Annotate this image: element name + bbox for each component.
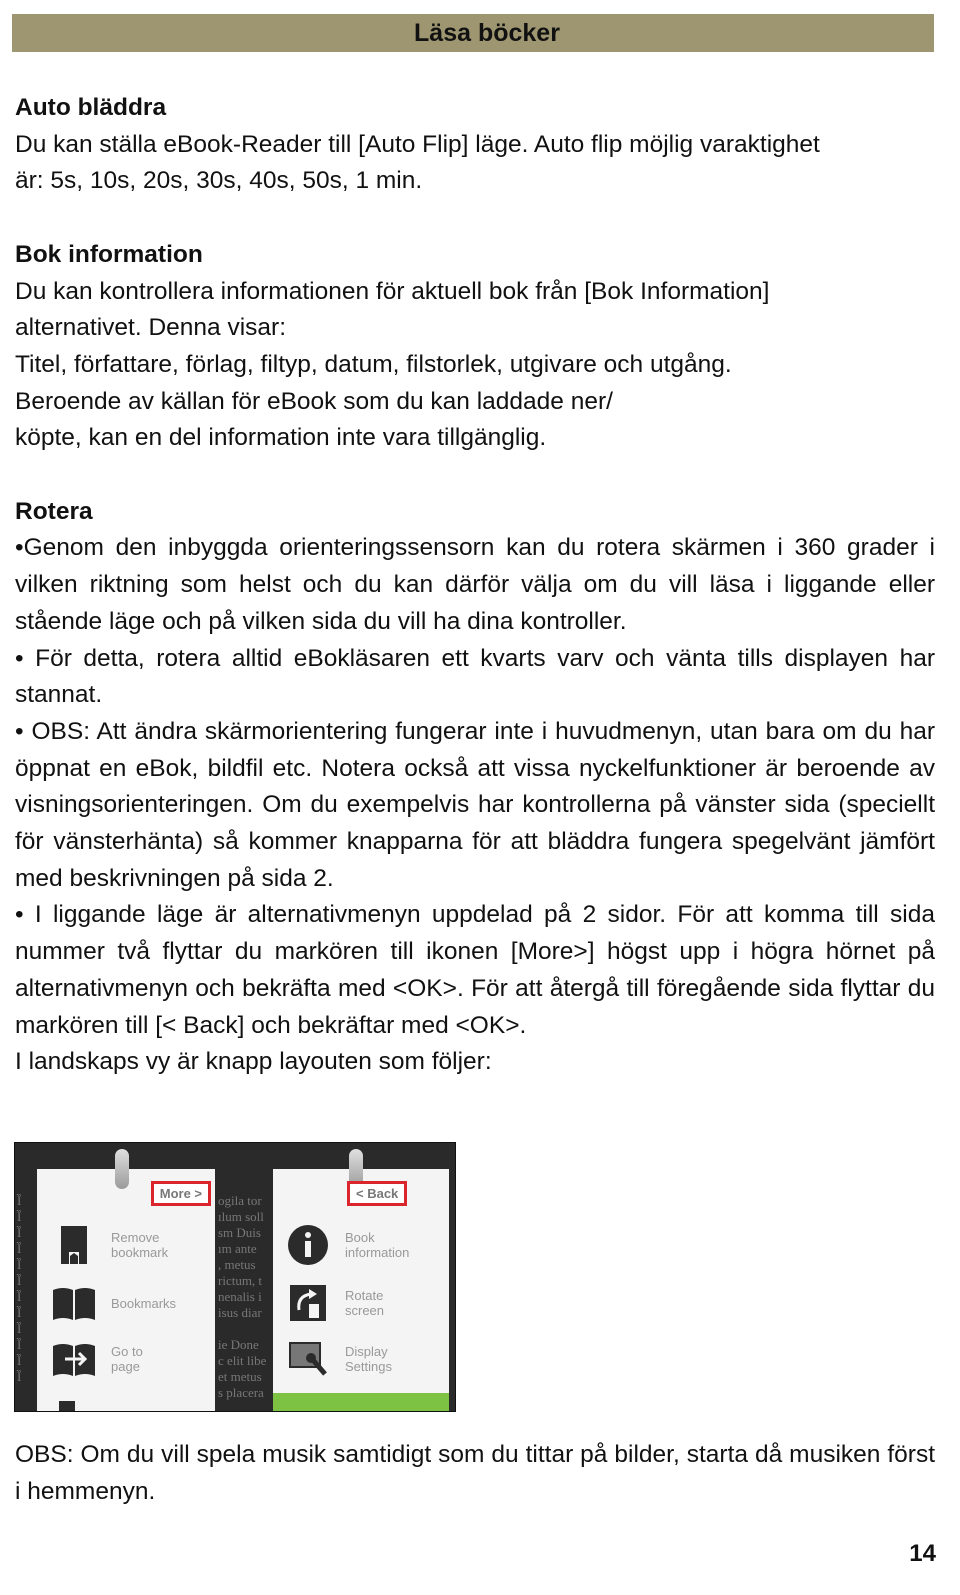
auto-flip-line-1: Du kan ställa eBook-Reader till [Auto Flip] läge. Auto flip möjlig varaktighet [15,130,820,158]
section-header-bar [12,14,934,52]
info-icon [285,1223,331,1267]
page-title: Läsa böcker [414,18,560,47]
go-to-page-icon [51,1337,97,1381]
heading-auto-flip: Auto bläddra [15,94,167,121]
menu-item-label: Book information [345,1230,410,1260]
menu-item-book-information[interactable] [285,1223,409,1267]
rotate-paragraph-4: • I liggande läge är alternativmenyn uppdelad på 2 sidor. För att komma till sida nummer två flyttar du markören till ikonen [More>] högst upp i högra hörnet på alternativmenyn och bekräfta med <OK>. För att återgå till föregående sida flyttar du markören till [< Back] och bekräftar med <OK>. [15,901,935,1039]
rotate-paragraph-5: I landskaps vy är knapp layouten som följer: [15,1048,492,1076]
page-number: 14 [909,1540,936,1567]
menu-item-label: Rotate screen [345,1288,385,1318]
menu-item-remove-bookmark[interactable] [51,1223,168,1267]
back-button[interactable]: < Back [347,1181,407,1206]
menu-item-rotate-screen[interactable] [285,1281,384,1325]
document-body [15,90,935,1081]
menu-item-go-to-page[interactable] [51,1337,143,1381]
bookmark-remove-icon [51,1223,97,1267]
menu-item-label: Display Settings [345,1344,392,1374]
figure-background-text-left: Ȉ Ȉ Ȉ Ȉ Ȉ Ȉ Ȉ Ȉ Ȉ Ȉ Ȉ Ȉ [17,1193,22,1384]
obs-note: OBS: Om du vill spela musik samtidigt som du tittar på bilder, starta då musiken först i hemmenyn. [15,1441,935,1505]
book-info-line-5: köpte, kan en del information inte vara tillgänglig. [15,424,547,452]
options-menu-page-1 [37,1169,215,1411]
book-info-line-2: alternativet. Denna visar: [15,314,286,342]
book-info-line-1: Du kan kontrollera informationen för aktuell bok från [Bok Information] [15,277,770,305]
menu-item-display-settings[interactable] [285,1337,392,1381]
heading-book-info: Bok information [15,240,203,268]
rotate-paragraph-2: • För detta, rotera alltid eBokläsaren ett kvarts varv och vänta tills displayen har stannat. [15,644,935,709]
clip-icon [115,1149,129,1189]
rotate-screen-icon [285,1281,331,1325]
open-book-icon [51,1281,97,1325]
landscape-menu-figure [14,1142,456,1412]
figure-background-text-mid: ogila tor ılum soll sm Duis ım ante , metus rictum, t nenalis i isus diar ie Done c elit libe et metus s placera [218,1193,267,1400]
heading-rotate: Rotera [15,497,93,525]
more-button[interactable]: More > [151,1181,211,1206]
book-info-line-3: Titel, författare, förlag, filtyp, datum, filstorlek, utgivare och utgång. [15,350,732,378]
menu-item-label: Go to page [111,1344,143,1374]
partial-icon [59,1401,75,1411]
rotate-paragraph-3: • OBS: Att ändra skärmorientering fungerar inte i huvudmenyn, utan bara om du har öppnat en eBok, bildfil etc. Notera också att vissa nyckelfunktioner är beroende av visningsorienteringen. Om du exempelvis har kontrollerna på vänster sida (speciellt för vänsterhänta) så kommer knapparna för att bläddra fungera spegelvänt jämfört med beskrivningen på sida 2. [15,717,935,892]
menu-item-label: Bookmarks [111,1295,177,1311]
menu-item-bookmarks[interactable] [51,1281,176,1325]
book-info-line-4: Beroende av källan för eBook som du kan laddade ner/ [15,387,613,415]
auto-flip-line-2: är: 5s, 10s, 20s, 30s, 40s, 50s, 1 min. [15,167,423,195]
rotate-paragraph-1: •Genom den inbyggda orienteringssensorn kan du rotera skärmen i 360 grader i vilken riktning som helst och du kan därför välja om du vill läsa i liggande eller stående läge och på vilken sida du vill ha dina kontroller. [15,534,935,635]
options-menu-page-2 [273,1169,449,1411]
menu-item-label: Remove bookmark [111,1230,169,1260]
display-settings-icon [285,1337,331,1381]
selection-highlight-bar [273,1393,449,1411]
